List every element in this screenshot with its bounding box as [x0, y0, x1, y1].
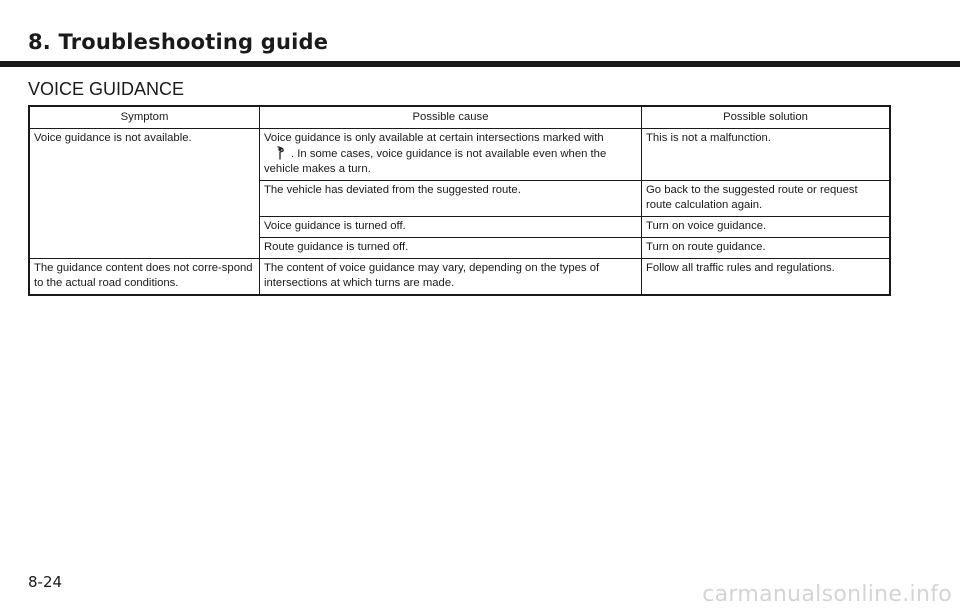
- troubleshooting-table: [28, 105, 891, 296]
- page-number: 8-24: [28, 573, 63, 591]
- cause-text: Voice guidance is only available at certain intersections marked with: [264, 132, 604, 144]
- header-possible-cause: Possible cause: [260, 106, 642, 129]
- chapter-title: 8. Troubleshooting guide: [28, 30, 329, 54]
- cause-cell: The content of voice guidance may vary, depending on the types of intersections at which turns are made.: [260, 259, 642, 296]
- header-symptom: Symptom: [29, 106, 260, 129]
- guidance-point-marker-icon: [274, 146, 288, 160]
- solution-cell: Turn on voice guidance.: [642, 217, 891, 238]
- solution-cell: Turn on route guidance.: [642, 238, 891, 259]
- cause-text: . In some cases, voice guidance is not available even when the vehicle makes a turn.: [264, 148, 607, 175]
- solution-cell: This is not a malfunction.: [642, 129, 891, 181]
- symptom-cell: The guidance content does not corre-spond to the actual road conditions.: [29, 259, 260, 296]
- symptom-cell: Voice guidance is not available.: [29, 129, 260, 259]
- section-title: VOICE GUIDANCE: [28, 79, 185, 99]
- cause-cell: [260, 129, 642, 181]
- table-row: [29, 129, 890, 181]
- cause-cell: The vehicle has deviated from the suggested route.: [260, 181, 642, 217]
- cause-cell: Route guidance is turned off.: [260, 238, 642, 259]
- table-row: [29, 259, 890, 296]
- solution-cell: Follow all traffic rules and regulations.: [642, 259, 891, 296]
- cause-cell: Voice guidance is turned off.: [260, 217, 642, 238]
- table-header-row: [29, 106, 890, 129]
- header-rule: [0, 61, 960, 67]
- watermark: carmanualsonline.info: [702, 582, 952, 607]
- solution-cell: Go back to the suggested route or request route calculation again.: [642, 181, 891, 217]
- header-possible-solution: Possible solution: [642, 106, 891, 129]
